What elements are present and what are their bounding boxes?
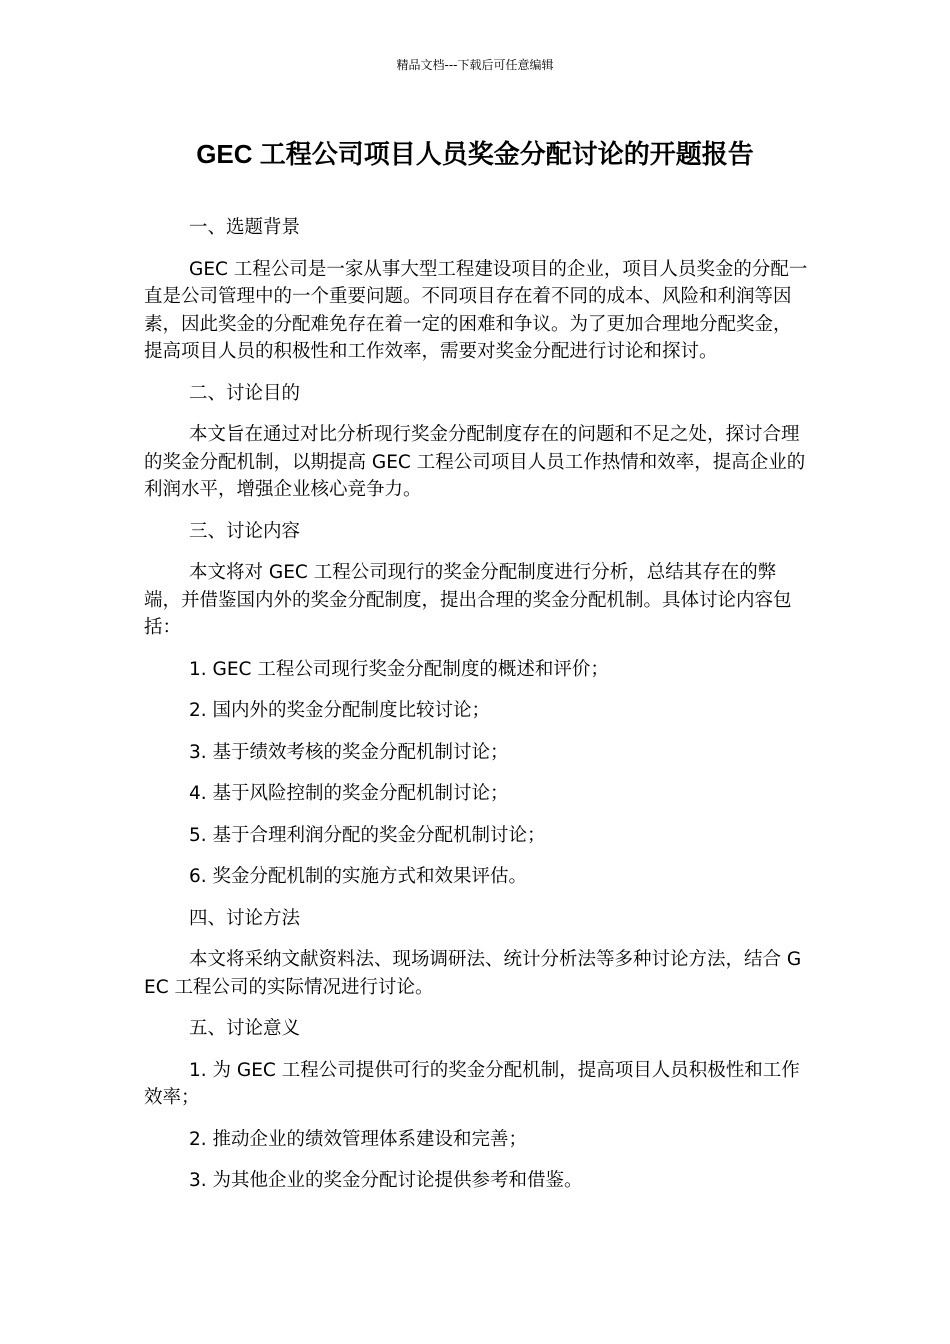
section-paragraph: 本文将采纳文献资料法、现场调研法、统计分析法等多种讨论方法，结合 GEC 工程公司的实际情况进行讨论。: [144, 949, 802, 998]
section-paragraph: 本文旨在通过对比分析现行奖金分配制度存在的问题和不足之处，探讨合理的奖金分配机制，以期提高 GEC 工程公司项目人员工作热情和效率，提高企业的利润水平，增强企业核心竞争力。: [144, 424, 806, 500]
section-paragraph: 本文将对 GEC 工程公司现行的奖金分配制度进行分析，总结其存在的弊端，并借鉴国内外的奖金分配制度，提出合理的奖金分配机制。具体讨论内容包括：: [144, 562, 792, 638]
list-item: 1. 为 GEC 工程公司提供可行的奖金分配机制，提高项目人员积极性和工作效率；: [144, 1059, 800, 1108]
header-note: 精品文档---下载后可任意编辑: [396, 58, 554, 72]
list-item: 1. GEC 工程公司现行奖金分配制度的概述和评价；: [189, 658, 609, 680]
section-heading: 一、选题背景: [189, 217, 301, 238]
section-heading: 五、讨论意义: [189, 1018, 301, 1039]
list-item: 4. 基于风险控制的奖金分配机制讨论；: [189, 783, 509, 804]
list-item: 2. 国内外的奖金分配制度比较讨论；: [189, 700, 491, 721]
section-paragraph: GEC 工程公司是一家从事大型工程建设项目的企业，项目人员奖金的分配一直是公司管理中的一个重要问题。不同项目存在着不同的成本、风险和利润等因素，因此奖金的分配难免存在着一定的困难和争议。为了更加合理地分配奖金，提高项目人员的积极性和工作效率，需要对奖金分配进行讨论和探讨。: [144, 258, 808, 362]
list-item: 3. 为其他企业的奖金分配讨论提供参考和借鉴。: [189, 1170, 583, 1191]
list-item: 2. 推动企业的绩效管理体系建设和完善；: [189, 1128, 528, 1150]
section-heading: 四、讨论方法: [189, 907, 301, 929]
document-title: GEC 工程公司项目人员奖金分配讨论的开题报告: [196, 139, 754, 169]
document-body: [144, 214, 808, 1195]
section-heading: 二、讨论目的: [189, 382, 301, 404]
list-item: 3. 基于绩效考核的奖金分配机制讨论；: [189, 741, 509, 763]
list-item: 6. 奖金分配机制的实施方式和效果评估。: [189, 866, 528, 887]
section-heading: 三、讨论内容: [189, 520, 301, 542]
list-item: 5. 基于合理利润分配的奖金分配机制讨论；: [189, 824, 546, 846]
